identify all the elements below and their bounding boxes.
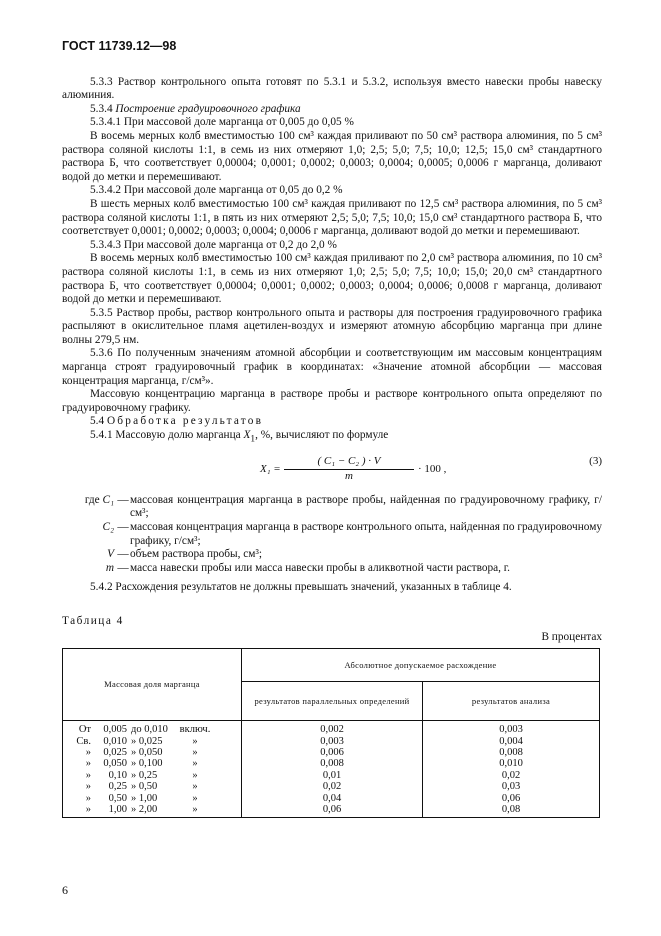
range-part: » 0,100	[131, 758, 163, 770]
table-cell-analysis: 0,003	[499, 724, 523, 736]
table-cell-analysis: 0,010	[499, 758, 523, 770]
section-number: 5.4	[90, 415, 105, 428]
table-cell-analysis: 0,004	[499, 735, 523, 747]
table-cell-parallel: 0,04	[322, 792, 342, 804]
paragraph-5-3-6-b: Массовую концентрацию марганца в растворе пробы и растворе контрольного опыта определяют по градуировочному графику.	[62, 388, 602, 414]
legend-dash: —	[117, 561, 129, 574]
paragraph-5-3-6: 5.3.6 По полученным значениям атомной абсорбции и соответствующим им массовым концентрациям марганца строят градуировочный график в координатах: «Значение атомной абсорбции — массовая концентрация марганца, г/см³».	[62, 347, 602, 387]
table-cell-analysis: 0,008	[499, 747, 523, 758]
header-analysis: результатов анализа	[423, 682, 600, 721]
table-cell-parallel: 0,01	[322, 769, 342, 781]
range-list	[67, 724, 237, 815]
heading-5-3-4-1: 5.3.4.1 При массовой доле марганца от 0,005 до 0,05 %	[90, 116, 354, 129]
formula-denominator: m	[345, 470, 353, 483]
range-part: »	[192, 747, 198, 758]
table-cell-parallel: 0,003	[320, 735, 344, 747]
legend-symbol: C₂	[102, 521, 114, 534]
table-row-range	[67, 747, 237, 758]
range-part: »	[85, 803, 91, 815]
parallel-list	[246, 724, 418, 815]
section-number: 5.3.4	[90, 102, 113, 115]
formula-numerator: ( C₁ − C₂ ) · V	[284, 455, 414, 471]
variable-legend	[62, 494, 602, 576]
range-part: включ.	[179, 724, 211, 736]
section-title: Обработка результатов	[106, 415, 264, 428]
table-row-range	[67, 781, 237, 792]
heading-5-3-4-2: 5.3.4.2 При массовой доле марганца от 0,05 до 0,2 %	[90, 184, 343, 197]
formula-lhs: X₁ =	[260, 462, 281, 475]
range-part: » 0,025	[131, 735, 163, 747]
range-part: » 2,00	[131, 803, 158, 815]
range-part: »	[192, 769, 198, 781]
heading-5-3-4-3: 5.3.4.3 При массовой доле марганца от 0,2 до 2,0 %	[90, 238, 337, 251]
table-cell-parallel: 0,006	[320, 747, 344, 758]
paragraph-5-3-4-1: В восемь мерных колб вместимостью 100 см³ каждая приливают по 50 см³ раствора алюминия, по 5 см³ раствора соляной кислоты 1:1, в семь из них отмеряют 1,0; 2,5; 5,0; 7,5; 10,0; 12,5; 15,0 см³ стандартного раствора Б, что соответствует 0,00004; 0,0001; 0,0002; 0,0003; 0,0004; 0,0005; 0,0006 г марганца, доливают водой до метки и перемешивают.	[62, 129, 602, 183]
range-part: »	[192, 792, 198, 804]
range-part: 0,025	[103, 747, 127, 758]
heading-5-4	[62, 415, 602, 429]
table-row-range	[67, 804, 237, 815]
range-part: 0,050	[103, 758, 127, 770]
legend-text: массовая концентрация марганца в растворе пробы, найденная по градуировочному графику, г/см³;	[130, 493, 602, 520]
table-cell-analysis: 0,06	[501, 792, 521, 804]
document-page	[62, 40, 602, 818]
table-cell-analysis: 0,08	[501, 803, 521, 815]
table-row-range	[67, 770, 237, 781]
paragraph-5-4-1	[62, 429, 602, 447]
analysis-column	[423, 721, 600, 818]
formula-number: (3)	[589, 454, 602, 467]
text-run: , %, вычисляют по формуле	[255, 429, 389, 442]
legend-dash: —	[117, 548, 129, 561]
table-row-range	[67, 724, 237, 735]
range-part: »	[192, 758, 198, 770]
range-part: »	[192, 781, 198, 793]
range-part: »	[85, 769, 91, 781]
paragraph-5-3-5: 5.3.5 Раствор пробы, раствор контрольного опыта и растворы для построения градуировочного графика распыляют в окислительное пламя ацетилен-воздух и измеряют атомную абсорбцию марганца при длине волны 279,5 нм.	[62, 306, 602, 346]
legend-prefix: где	[84, 493, 100, 506]
range-part: От	[78, 724, 91, 736]
table-caption: Таблица 4	[62, 615, 124, 628]
variable-x: X	[243, 429, 251, 442]
paragraph-5-4-2: 5.4.2 Расхождения результатов не должны превышать значений, указанных в таблице 4.	[90, 581, 512, 594]
range-part: » 0,50	[131, 781, 158, 793]
table-cell-parallel: 0,008	[320, 758, 344, 770]
analysis-list	[427, 724, 595, 815]
range-part: »	[85, 781, 91, 793]
range-part: » 0,050	[131, 747, 163, 758]
range-part: Св.	[76, 735, 91, 747]
table-cell-parallel: 0,06	[322, 803, 342, 815]
formula-fraction	[284, 455, 414, 484]
formula-3	[62, 451, 602, 491]
formula-tail: · 100 ,	[418, 462, 447, 475]
legend-symbol	[62, 494, 116, 521]
heading-5-3-4	[62, 103, 602, 117]
table-row-range	[67, 793, 237, 804]
legend-text: масса навески пробы или масса навески пробы в аликвотной части раствора, г.	[130, 561, 510, 574]
range-column	[63, 721, 242, 818]
range-part: 0,10	[108, 769, 127, 781]
range-part: до 0,010	[131, 724, 168, 736]
header-abs-tolerance: Абсолютное допускаемое расхождение	[242, 649, 600, 682]
range-part: » 1,00	[131, 792, 158, 804]
range-part: » 0,25	[131, 769, 158, 781]
legend-text: массовая концентрация марганца в растворе контрольного опыта, найденная по градуировочному графику, г/см³;	[130, 521, 602, 547]
table-cell-parallel: 0,002	[320, 724, 344, 736]
table-cell-parallel: 0,02	[322, 781, 342, 793]
paragraph-5-3-4-2: В шесть мерных колб вместимостью 100 см³ каждая приливают по 12,5 см³ раствора алюминия, по 5 см³ раствора соляной кислоты 1:1, в пять из них отмеряют 2,5; 5,0; 7,5; 10,0; 15,0 см³ стандартного раствора Б, что соответствует 0,0001; 0,0002; 0,0003; 0,0004; 0,0006 г марганца, доливают водой до метки и перемешивают.	[62, 197, 602, 238]
range-part: »	[85, 758, 91, 770]
symbol-c1: C₁	[102, 493, 114, 506]
range-part: 0,005	[103, 724, 127, 736]
range-part: 0,010	[103, 735, 127, 747]
page-number: 6	[62, 883, 68, 897]
paragraph-5-3-3: 5.3.3 Раствор контрольного опыта готовят по 5.3.1 и 5.3.2, используя вместо навески пробы навеску алюминия.	[62, 75, 602, 102]
range-part: 0,25	[108, 781, 127, 793]
legend-dash: —	[117, 521, 129, 534]
parallel-column	[242, 721, 423, 818]
table-unit: В процентах	[541, 630, 602, 643]
table-4	[62, 648, 600, 818]
range-part: 1,00	[108, 803, 127, 815]
range-part: »	[192, 735, 198, 747]
text-run: 5.4.1 Массовую долю марганца	[90, 429, 244, 442]
range-part: »	[85, 747, 91, 758]
table-cell-analysis: 0,03	[501, 781, 521, 793]
legend-symbol: m	[105, 561, 114, 574]
table-cell-analysis: 0,02	[501, 769, 521, 781]
document-header: ГОСТ 11739.12—98	[62, 39, 177, 53]
table-row-range	[67, 758, 237, 769]
paragraph-5-3-4-3: В восемь мерных колб вместимостью 100 см³ каждая приливают по 2,0 см³ раствора алюминия, по 10 см³ раствора соляной кислоты 1:1, в семь из них отмеряют 1,0; 2,5; 5,0; 7,5; 10,0; 15,0; 20,0 см³ стандартного раствора Б, что соответствует 0,00004; 0,0001; 0,0002; 0,0003; 0,0004; 0,0006; 0,0008 г марганца, доливают водой до метки и перемешивают.	[62, 252, 602, 306]
subscript: 1	[250, 434, 256, 445]
table-row-range	[67, 736, 237, 747]
range-part: »	[192, 803, 198, 815]
header-mass-fraction: Массовая доля марганца	[63, 649, 242, 721]
section-title: Построение градуировочного графика	[115, 102, 301, 115]
legend-text: объем раствора пробы, см³;	[130, 548, 262, 561]
range-part: 0,50	[108, 792, 127, 804]
legend-dash: —	[117, 493, 129, 506]
legend-symbol: V	[107, 548, 114, 561]
range-part: »	[85, 792, 91, 804]
header-parallel: результатов параллельных определений	[242, 682, 423, 721]
